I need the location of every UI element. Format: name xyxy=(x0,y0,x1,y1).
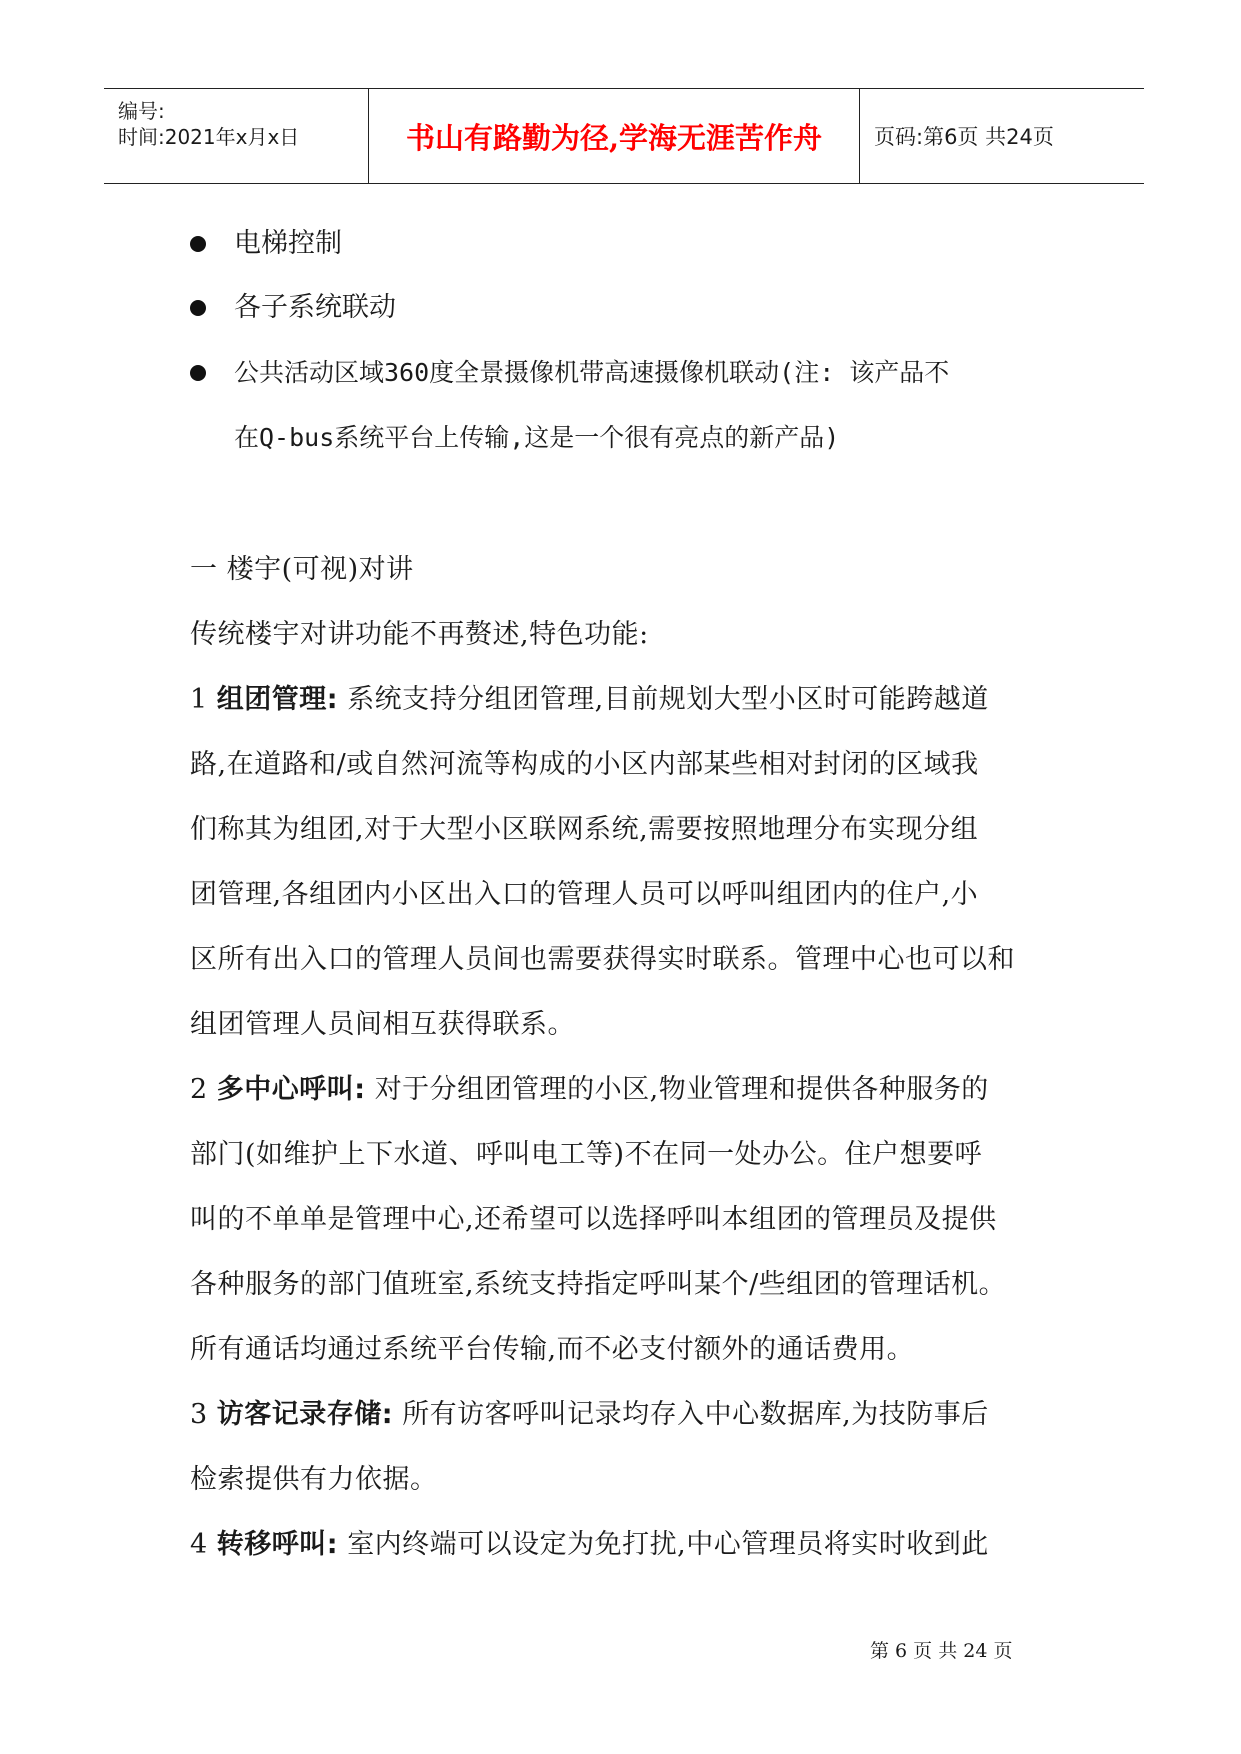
intro-paragraph: 传统楼宇对讲功能不再赘述,特色功能: xyxy=(190,619,649,650)
paragraph-line: 组团管理人员间相互获得联系。 xyxy=(190,1009,575,1040)
paragraph-line: 检索提供有力依据。 xyxy=(190,1464,438,1495)
feature-text: 系统支持分组团管理,目前规划大型小区时可能跨越道 xyxy=(347,684,989,715)
feature-1-heading xyxy=(190,680,989,720)
paragraph-line: 部门(如维护上下水道、呼叫电工等)不在同一处办公。住户想要呼 xyxy=(190,1139,983,1170)
feature-text: 所有访客呼叫记录均存入中心数据库,为技防事后 xyxy=(402,1399,989,1430)
time-label: 时间:2021年x月x日 xyxy=(118,125,300,149)
bullet-dot-icon xyxy=(190,236,206,252)
header-meta xyxy=(104,89,369,183)
feature-text: 室内终端可以设定为免打扰,中心管理员将实时收到此 xyxy=(347,1529,989,1560)
paragraph-line: 团管理,各组团内小区出入口的管理人员可以呼叫组团内的住户,小 xyxy=(190,879,979,910)
paragraph-line: 所有通话均通过系统平台传输,而不必支付额外的通话费用。 xyxy=(190,1334,915,1365)
paragraph-line: 区所有出入口的管理人员间也需要获得实时联系。管理中心也可以和 xyxy=(190,944,1015,975)
feature-label: 转移呼叫: xyxy=(216,1529,339,1560)
paragraph-line: 们称其为组团,对于大型小区联网系统,需要按照地理分布实现分组 xyxy=(190,814,979,845)
paragraph-line: 路,在道路和/或自然河流等构成的小区内部某些相对封闭的区域我 xyxy=(190,749,979,780)
feature-number: 4 xyxy=(190,1529,208,1560)
bullet-dot-icon xyxy=(190,300,206,316)
feature-number: 3 xyxy=(190,1399,208,1430)
bullet-item: 各子系统联动 xyxy=(234,292,396,323)
page-number-label: 页码:第6页 共24页 xyxy=(874,125,1054,149)
header-motto-cell xyxy=(369,89,860,183)
feature-label: 组团管理: xyxy=(216,684,339,715)
bullet-item-continuation: 在Q-bus系统平台上传输,这是一个很有亮点的新产品) xyxy=(234,423,840,452)
feature-text: 对于分组团管理的小区,物业管理和提供各种服务的 xyxy=(374,1074,989,1105)
feature-2-heading xyxy=(190,1070,989,1110)
header-page-cell xyxy=(860,89,1144,183)
feature-number: 1 xyxy=(190,684,208,715)
paragraph-line: 各种服务的部门值班室,系统支持指定呼叫某个/些组团的管理话机。 xyxy=(190,1269,1007,1300)
bullet-dot-icon xyxy=(190,365,206,381)
feature-4-heading xyxy=(190,1525,989,1565)
paragraph-line: 叫的不单单是管理中心,还希望可以选择呼叫本组团的管理员及提供 xyxy=(190,1204,997,1235)
feature-3-heading xyxy=(190,1395,989,1435)
bullet-item: 电梯控制 xyxy=(234,228,342,259)
feature-label: 访客记录存储: xyxy=(216,1399,394,1430)
bullet-item: 公共活动区域360度全景摄像机带高速摄像机联动(注: 该产品不 xyxy=(234,358,950,387)
page-footer: 第 6 页 共 24 页 xyxy=(870,1640,1013,1662)
feature-number: 2 xyxy=(190,1074,208,1105)
motto-text: 书山有路勤为径,学海无涯苦作舟 xyxy=(405,120,823,155)
section-title: 一 楼宇(可视)对讲 xyxy=(190,554,414,585)
feature-label: 多中心呼叫: xyxy=(216,1074,366,1105)
number-label: 编号: xyxy=(118,99,165,123)
page-header xyxy=(104,88,1144,184)
